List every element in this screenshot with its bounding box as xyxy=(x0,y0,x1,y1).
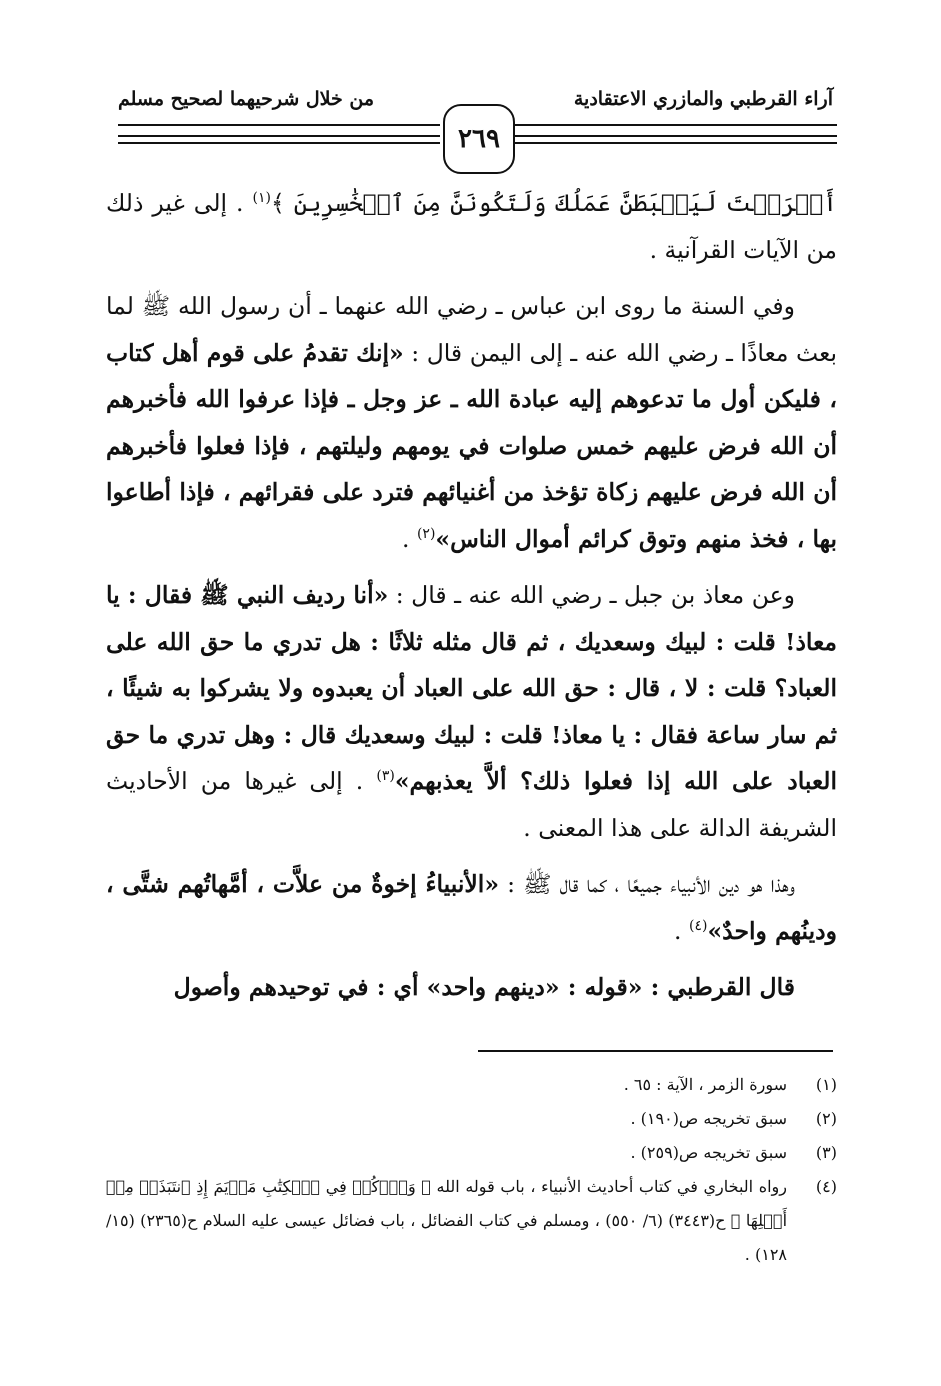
paragraph-verse xyxy=(106,180,837,273)
footnote-ref: (١) xyxy=(252,190,271,207)
page-number: ٢٦٩ xyxy=(443,104,515,174)
paragraph-text: قال القرطبي : «قوله : «دينهم واحد» أي : في توحيدهم وأصول xyxy=(173,973,795,1001)
footnote xyxy=(106,1068,837,1102)
paragraph-prophets xyxy=(106,861,837,954)
header-rule xyxy=(511,135,837,137)
footnote-ref: (٣) xyxy=(376,768,395,785)
footnote-number: (١) xyxy=(815,1075,837,1094)
footnote-ref: (٤) xyxy=(689,917,708,934)
header-rule xyxy=(118,124,440,126)
footnote-ref: (٢) xyxy=(416,525,436,542)
footnote xyxy=(106,1170,837,1272)
running-head-book-title: آراء القرطبي والمازري الاعتقادية xyxy=(573,88,833,110)
footnote-number: (٣) xyxy=(815,1143,837,1162)
footnote-text: سبق تخريجه ص(١٩٠) . xyxy=(630,1109,787,1128)
footnote-number: (٢) xyxy=(815,1109,837,1128)
paragraph-ibn-abbas xyxy=(106,283,837,562)
paragraph-muadh xyxy=(106,572,837,851)
header-rule xyxy=(118,135,440,137)
footnote-text: سورة الزمر ، الآية : ٦٥ . xyxy=(623,1075,787,1094)
paragraph-text: . إلى غيرها من الأحاديث الشريفة الدالة على هذا المعنى . xyxy=(106,767,837,842)
footnote-separator xyxy=(478,1050,833,1052)
paragraph-qurtubi xyxy=(106,964,837,1011)
paragraph-text: . xyxy=(674,916,682,945)
hadith-quote: «إنك تقدمُ على قوم أهل كتاب ، فليكن أول ما تدعوهم إليه عبادة الله ـ عز وجل ـ فإذا عرفوا الله فأخبرهم أن الله فرض عليهم خمس صلوات في يومهم وليلتهم ، فإذا فعلوا فأخبرهم أن الله فرض عليهم زكاة تؤخذ من أغنيائهم فترد على فقرائهم ، فإذا أطاعوا بها ، فخذ منهم وتوق كرائم أموال الناس» xyxy=(106,338,837,553)
paragraph-text: وهذا هو دين الأنبياء جميعًا ، كما قال ﷺ : xyxy=(507,870,795,898)
running-head-subtitle: من خلال شرحيهما لصحيح مسلم xyxy=(118,88,374,110)
paragraph-text: . إلى غير ذلك من الآيات القرآنية . xyxy=(106,189,837,264)
footnote-text: سبق تخريجه ص(٢٥٩) . xyxy=(630,1143,787,1162)
header-rule xyxy=(118,142,440,144)
paragraph-text: . xyxy=(401,524,410,553)
footnotes xyxy=(106,1068,837,1272)
footnote xyxy=(106,1136,837,1170)
main-text xyxy=(106,180,837,1011)
quran-verse: أَشۡرَكۡتَ لَيَحۡبَطَنَّ عَمَلُكَ وَلَتَكُونَنَّ مِنَ ٱلۡخَٰسِرِينَ ﴾ xyxy=(270,189,837,217)
header-rule xyxy=(511,142,837,144)
footnote-text: رواه البخاري في كتاب أحاديث الأنبياء ، باب قوله الله ﴿ وَٱذۡكُرۡ فِي ٱلۡكِتَٰبِ مَرۡيَمَ إِذِ ٱنتَبَذَتۡ مِنۡ أَهۡلِهَا ﴾ ح(٣٤٤٣) (٦/ ٥٥٠) ، ومسلم في كتاب الفضائل ، باب فضائل عيسى عليه السلام ح(٢٣٦٥) (١٥/ ١٢٨) . xyxy=(106,1177,788,1264)
paragraph-text: وفي السنة ما روى ابن عباس ـ رضي الله عنهما ـ أن رسول الله ﷺ لما بعث معاذًا ـ رضي الله عنه ـ إلى اليمن قال : xyxy=(106,292,837,367)
hadith-quote: «الأنبياءُ إخوةٌ من علاَّت ، أمَّهاتُهم شتَّى ، ودينُهم واحدٌ» xyxy=(106,870,837,945)
paragraph-text: وعن معاذ بن جبل ـ رضي الله عنه ـ قال : xyxy=(395,581,795,609)
footnote xyxy=(106,1102,837,1136)
hadith-quote: «أنا رديف النبي ﷺ فقال : يا معاذ! قلت : لبيك وسعديك ، ثم قال مثله ثلاثًا : هل تدري ما حق الله على العباد؟ قلت : لا ، قال : حق الله على العباد أن يعبدوه ولا يشركوا به شيئًا ، ثم سار ساعة فقال : يا معاذ! قلت : لبيك وسعديك قال : وهل تدري ما حق العباد على الله إذا فعلوا ذلك؟ ألاَّ يعذبهم» xyxy=(106,581,837,795)
header-rule xyxy=(511,124,837,126)
footnote-number: (٤) xyxy=(815,1177,837,1196)
